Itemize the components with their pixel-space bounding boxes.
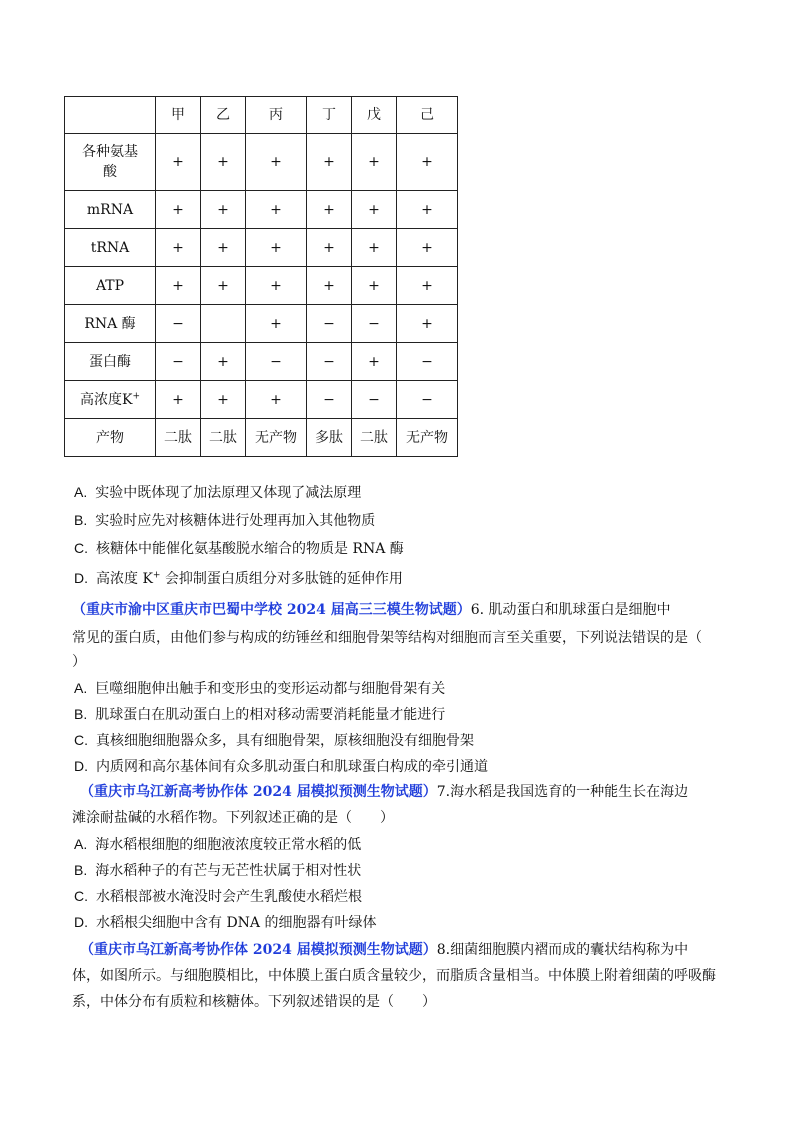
table-row <box>65 191 458 229</box>
table-cell: + <box>201 267 246 305</box>
q7-stem-line2: 滩涂耐盐碱的水稻作物。下列叙述正确的是（ ） <box>72 810 394 826</box>
table-cell: + <box>397 229 458 267</box>
table-cell: + <box>397 267 458 305</box>
q8-source: （重庆市乌江新高考协作体 2024 届模拟预测生物试题） <box>80 942 437 958</box>
q7-option-c[interactable]: C. 水稻根部被水淹没时会产生乳酸使水稻烂根 <box>74 888 362 905</box>
table-row-label: tRNA <box>65 229 156 267</box>
q5-option-d[interactable]: D. 高浓度 K+ 会抑制蛋白质组分对多肽链的延伸作用 <box>74 570 403 587</box>
q5-option-a[interactable]: A. 实验中既体现了加法原理又体现了减法原理 <box>74 484 362 501</box>
table-cell: + <box>201 134 246 191</box>
table-cell: − <box>397 343 458 381</box>
table-cell: − <box>246 343 307 381</box>
table-cell: − <box>156 305 201 343</box>
table-cell: − <box>397 381 458 419</box>
table-row <box>65 267 458 305</box>
table-cell: + <box>352 134 397 191</box>
table-cell: − <box>307 381 352 419</box>
table-row <box>65 305 458 343</box>
table-cell: + <box>156 381 201 419</box>
table-header-cell: 乙 <box>201 97 246 134</box>
table-cell: + <box>201 229 246 267</box>
q7-option-b[interactable]: B. 海水稻种子的有芒与无芒性状属于相对性状 <box>74 862 362 879</box>
q5-option-c[interactable]: C. 核糖体中能催化氨基酸脱水缩合的物质是 RNA 酶 <box>74 540 404 557</box>
table-cell: + <box>246 191 307 229</box>
table-row-label: 各种氨基 酸 <box>65 134 156 191</box>
table-cell: + <box>307 229 352 267</box>
q6-stem-line3: ） <box>72 654 86 670</box>
table-cell: 无产物 <box>246 419 307 457</box>
table-row <box>65 229 458 267</box>
table-cell: + <box>307 191 352 229</box>
table-cell: − <box>352 305 397 343</box>
table-cell: + <box>352 229 397 267</box>
q7-option-d[interactable]: D. 水稻根尖细胞中含有 DNA 的细胞器有叶绿体 <box>74 914 377 931</box>
q8-stem-line3: 系，中体分布有质粒和核糖体。下列叙述错误的是（ ） <box>72 994 436 1010</box>
q6-option-d[interactable]: D. 内质网和高尔基体间有众多肌动蛋白和肌球蛋白构成的牵引通道 <box>74 758 488 775</box>
table-cell: − <box>352 381 397 419</box>
q7-option-a[interactable]: A. 海水稻根细胞的细胞液浓度较正常水稻的低 <box>74 836 362 853</box>
table-cell: + <box>201 343 246 381</box>
table-cell: + <box>246 267 307 305</box>
q6-option-a[interactable]: A. 巨噬细胞伸出触手和变形虫的变形运动都与细胞骨架有关 <box>74 680 446 697</box>
table-cell: − <box>307 305 352 343</box>
table-cell: 二肽 <box>352 419 397 457</box>
table-cell: + <box>246 134 307 191</box>
table-header-cell: 戊 <box>352 97 397 134</box>
table-cell: + <box>201 191 246 229</box>
table-cell: + <box>397 191 458 229</box>
table-cell: − <box>307 343 352 381</box>
table-cell: + <box>397 305 458 343</box>
table-cell: 二肽 <box>156 419 201 457</box>
q6-option-c[interactable]: C. 真核细胞细胞器众多，具有细胞骨架，原核细胞没有细胞骨架 <box>74 732 474 749</box>
experiment-table <box>64 96 458 457</box>
table-cell: + <box>246 381 307 419</box>
table-row <box>65 343 458 381</box>
table-row-label: 产物 <box>65 419 156 457</box>
q8-stem-line1: （重庆市乌江新高考协作体 2024 届模拟预测生物试题）8.细菌细胞膜内褶而成的囊状结构称为中 <box>80 942 689 958</box>
table-row <box>65 134 458 191</box>
table-cell: + <box>156 229 201 267</box>
q6-source: （重庆市渝中区重庆市巴蜀中学校 2024 届高三三模生物试题） <box>72 602 471 618</box>
q7-source: （重庆市乌江新高考协作体 2024 届模拟预测生物试题） <box>80 784 437 800</box>
table-cell: 多肽 <box>307 419 352 457</box>
table-cell: + <box>397 134 458 191</box>
table-cell: + <box>352 191 397 229</box>
table-header-cell: 己 <box>397 97 458 134</box>
table-cell <box>201 305 246 343</box>
table-cell: + <box>352 343 397 381</box>
table-header-row <box>65 97 458 134</box>
table-row <box>65 381 458 419</box>
table-cell: 二肽 <box>201 419 246 457</box>
table-cell: + <box>352 267 397 305</box>
q6-option-b[interactable]: B. 肌球蛋白在肌动蛋白上的相对移动需要消耗能量才能进行 <box>74 706 446 723</box>
table-header-cell: 丙 <box>246 97 307 134</box>
q6-stem-line2: 常见的蛋白质，由他们参与构成的纺锤丝和细胞骨架等结构对细胞而言至关重要，下列说法错误的是（ <box>72 630 702 646</box>
table-cell: + <box>246 229 307 267</box>
table-cell: + <box>246 305 307 343</box>
table-row-label: 高浓度K+ <box>65 381 156 419</box>
table-row-label: ATP <box>65 267 156 305</box>
q5-option-b[interactable]: B. 实验时应先对核糖体进行处理再加入其他物质 <box>74 512 376 529</box>
table-row <box>65 419 458 457</box>
table-header-cell: 丁 <box>307 97 352 134</box>
table-cell: + <box>201 381 246 419</box>
table-cell: 无产物 <box>397 419 458 457</box>
table-header-cell: 甲 <box>156 97 201 134</box>
q7-stem-line1: （重庆市乌江新高考协作体 2024 届模拟预测生物试题）7.海水稻是我国选育的一种能生长在海边 <box>80 784 689 800</box>
table-cell: + <box>156 191 201 229</box>
table-cell: − <box>156 343 201 381</box>
table-cell: + <box>156 267 201 305</box>
table-cell: + <box>307 134 352 191</box>
q8-stem-line2: 体，如图所示。与细胞膜相比，中体膜上蛋白质含量较少，而脂质含量相当。中体膜上附着细菌的呼吸酶 <box>72 968 716 984</box>
table-row-label: RNA 酶 <box>65 305 156 343</box>
table-cell: + <box>156 134 201 191</box>
table-row-label: 蛋白酶 <box>65 343 156 381</box>
table-row-label: mRNA <box>65 191 156 229</box>
table-corner-cell <box>65 97 156 134</box>
table-cell: + <box>307 267 352 305</box>
q6-stem-line1: （重庆市渝中区重庆市巴蜀中学校 2024 届高三三模生物试题）6. 肌动蛋白和肌球蛋白是细胞中 <box>72 602 671 618</box>
